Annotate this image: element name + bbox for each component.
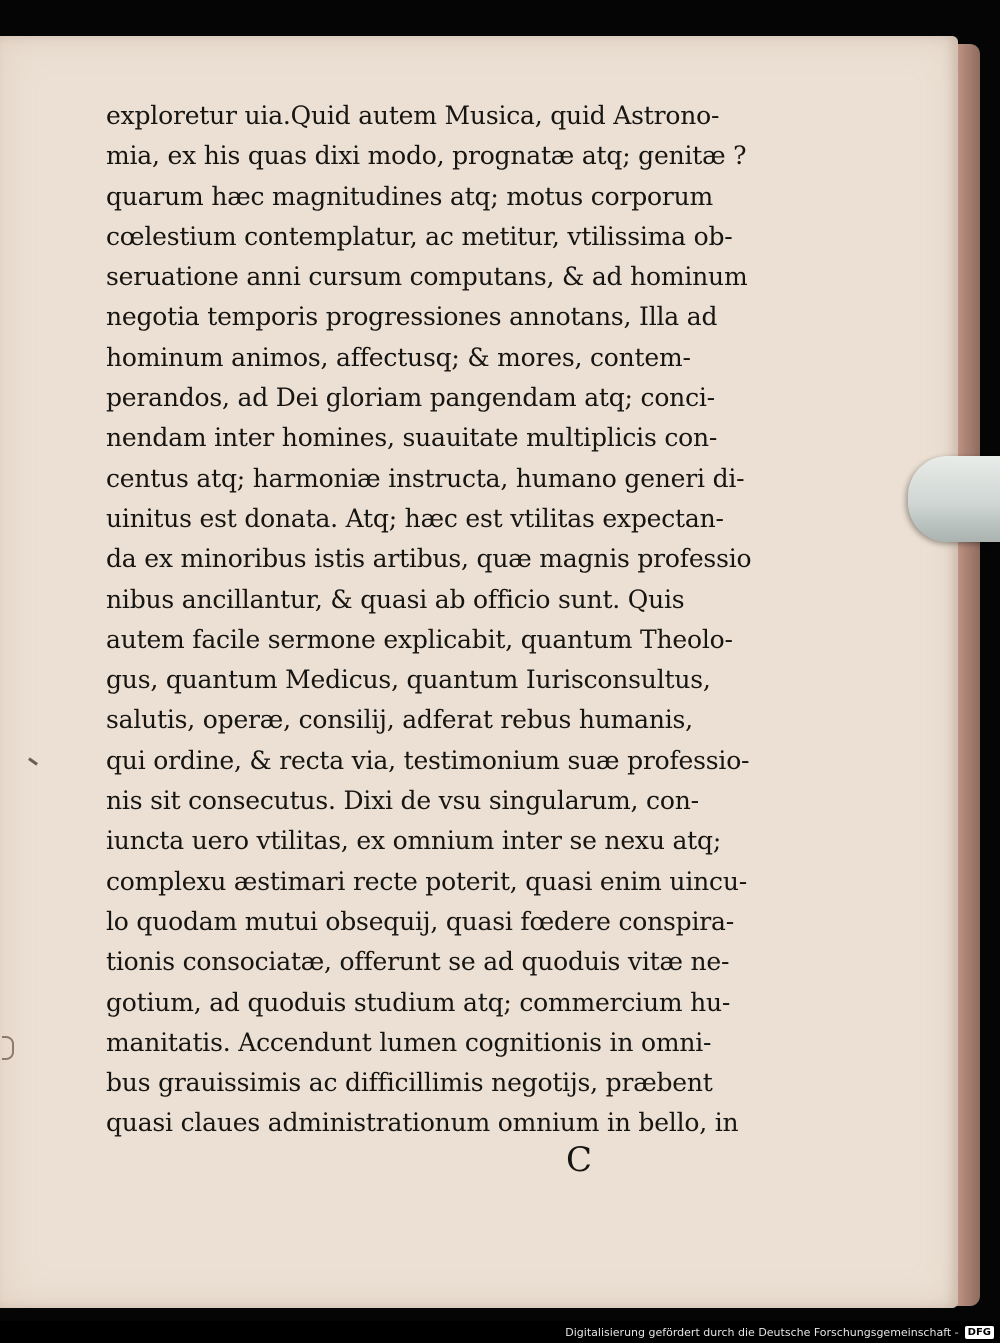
text-line: iuncta uero vtilitas, ex omnium inter se nexu atq; (106, 826, 722, 856)
page-clip (908, 456, 1000, 542)
text-line: exploretur uia.Quid autem Musica, quid Astrono- (106, 101, 720, 130)
text-line: quasi claues administrationum omnium in bello, in (106, 1108, 739, 1138)
text-line: seruatione anni cursum computans, & ad hominum (106, 262, 748, 292)
text-line: negotia temporis progressiones annotans, Illa ad (106, 302, 718, 332)
text-line: da ex minoribus istis artibus, quæ magnis professio (106, 544, 752, 574)
paper-mark (28, 757, 38, 765)
text-line: autem facile sermone explicabit, quantum Theolo- (106, 624, 733, 654)
text-line: manitatis. Accendunt lumen cognitionis in omni- (106, 1027, 712, 1057)
footer-bar (0, 1321, 1000, 1343)
text-line: nendam inter homines, suauitate multiplicis con- (106, 423, 718, 453)
text-line: quarum hæc magnitudines atq; motus corporum (106, 181, 714, 211)
text-line: mia, ex his quas dixi modo, prognatæ atq; genitæ ? (106, 141, 747, 171)
dfg-logo: DFG (965, 1326, 994, 1339)
text-line: nibus ancillantur, & quasi ab officio sunt. Quis (106, 584, 685, 614)
text-line: tionis consociatæ, offerunt se ad quoduis vitæ ne- (106, 947, 730, 977)
text-line: hominum animos, affectusq; & mores, contem- (106, 342, 691, 372)
footer-credit: Digitalisierung gefördert durch die Deutsche Forschungsgemeinschaft - (565, 1325, 959, 1339)
text-line: gotium, ad quoduis studium atq; commercium hu- (106, 987, 731, 1017)
text-line: cœlestium contemplatur, ac metitur, vtilissima ob- (106, 221, 733, 251)
text-line: qui ordine, & recta via, testimonium suæ professio- (106, 745, 750, 775)
text-line: salutis, operæ, consilij, adferat rebus humanis, (106, 705, 693, 735)
text-line: uinitus est donata. Atq; hæc est vtilitas expectan- (106, 503, 724, 533)
text-line: gus, quantum Medicus, quantum Iurisconsultus, (106, 665, 711, 695)
text-line: perandos, ad Dei gloriam pangendam atq; conci- (106, 383, 715, 413)
text-line: nis sit consecutus. Dixi de vsu singularum, con- (106, 786, 699, 816)
body-text (106, 96, 806, 1144)
binding-hole (2, 1036, 14, 1060)
signature-mark: C (566, 1140, 593, 1180)
text-line: bus grauissimis ac difficillimis negotijs, præbent (106, 1068, 713, 1098)
text-line: complexu æstimari recte poterit, quasi enim uincu- (106, 866, 747, 896)
text-line: lo quodam mutui obsequij, quasi fœdere conspira- (106, 906, 734, 936)
text-line: centus atq; harmoniæ instructa, humano generi di- (106, 463, 745, 493)
